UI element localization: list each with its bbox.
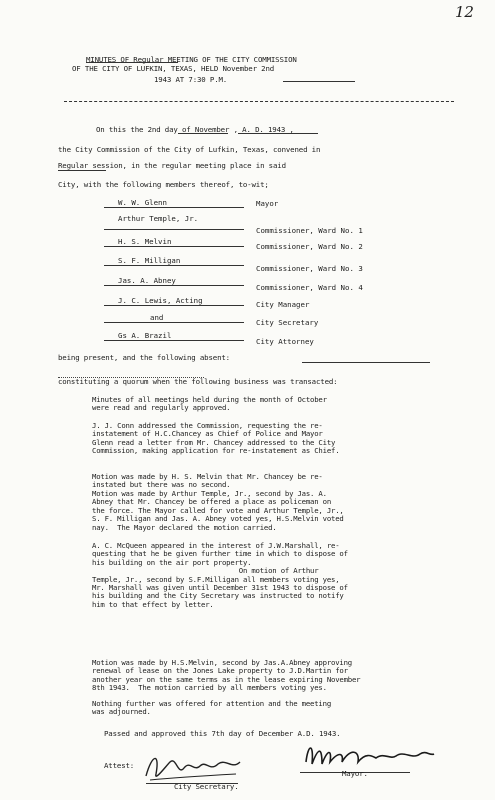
member-line-1 bbox=[104, 207, 244, 208]
page-number: 12 bbox=[455, 3, 474, 21]
member-title-3: Commissioner, Ward No. 2 bbox=[256, 242, 363, 251]
member-line-5 bbox=[104, 285, 244, 286]
header-underline-2 bbox=[283, 81, 355, 82]
member-line-4 bbox=[104, 265, 244, 266]
attest-label: Attest: bbox=[104, 761, 135, 770]
quorum-line: constituting a quorum when the following business was transacted: bbox=[58, 377, 338, 386]
mayor-signature bbox=[300, 738, 440, 772]
item-2: J. J. Conn addressed the Commission, requesting the re- instatement of H.C.Chancey as Chief of Police and Mayor Glenn read a letter from Mr. Chancey addressed to the City Commission, making application for re-instatement as Chief. bbox=[92, 421, 340, 456]
header-rule bbox=[64, 101, 454, 102]
approval-line: Passed and approved this 7th day of December A.D. 1943. bbox=[104, 729, 341, 738]
member-line-2 bbox=[104, 229, 244, 230]
present-line: being present, and the following absent: bbox=[58, 353, 230, 362]
member-title-4: Commissioner, Ward No. 3 bbox=[256, 264, 363, 273]
member-name-1: W. W. Glenn bbox=[118, 198, 167, 207]
header-line-1: MINUTES OF Regular MEETING OF THE CITY COMMISSION bbox=[86, 55, 297, 64]
header-line-2: OF THE CITY OF LUFKIN, TEXAS, HELD November 2nd bbox=[72, 64, 275, 73]
mayor-label: Mayor. bbox=[342, 769, 368, 778]
member-line-3 bbox=[104, 246, 244, 247]
opening-line-3: Regular session, in the regular meeting place in said bbox=[58, 161, 286, 170]
member-title-7: City Secretary bbox=[256, 318, 319, 327]
session-underline bbox=[58, 170, 106, 171]
member-name-2: Arthur Temple, Jr. bbox=[118, 214, 199, 223]
item-7: Nothing further was offered for attention and the meeting was adjourned. bbox=[92, 699, 332, 717]
member-name-7: and bbox=[150, 313, 164, 322]
member-name-5: Jas. A. Abney bbox=[118, 276, 176, 285]
member-line-6 bbox=[104, 305, 244, 306]
header-underline-1 bbox=[86, 62, 178, 63]
day-underline bbox=[178, 133, 228, 134]
member-line-7 bbox=[104, 322, 244, 323]
member-title-8: City Attorney bbox=[256, 337, 314, 346]
opening-line-2: the City Commission of the City of Lufkin, Texas, convened in bbox=[58, 145, 321, 154]
member-name-6: J. C. Lewis, Acting bbox=[118, 296, 203, 305]
item-6: Motion was made by H.S.Melvin, second by Jas.A.Abney approving renewal of lease on the Jones Lake property to J.D.Martin for another year on the same terms as in the lease expiring November 8th 1943. The motion carried by all members voting yes. bbox=[92, 658, 361, 693]
member-name-4: S. F. Milligan bbox=[118, 256, 181, 265]
secretary-label: City Secretary. bbox=[174, 782, 239, 791]
member-title-1: Mayor bbox=[256, 199, 279, 208]
item-4: Motion was made by Arthur Temple, Jr., second by Jas. A. Abney that Mr. Chancey be offered a place as policeman on the force. The Mayor called for vote and Arthur Temple, Jr., S. F. Milligan and Jas. A. Abney voted yes, H.S.Melvin voted nay. The Mayor declared the motion carried. bbox=[92, 489, 344, 532]
member-name-8: Gs A. Brazil bbox=[118, 331, 172, 340]
member-name-3: H. S. Melvin bbox=[118, 237, 172, 246]
item-1: Minutes of all meetings held during the month of October were read and regularly approved. bbox=[92, 395, 327, 413]
opening-line-4: City, with the following members thereof, to-wit; bbox=[58, 180, 269, 189]
item-5: A. C. McQueen appeared in the interest of J.W.Marshall, re- questing that he be given further time in which to dispose of his building on the air port property. On motion of Arthur Temple, Jr., second by S.F.Milligan all members voting yes, Mr. Marshall was given until December 31st 1943 to dispose of his building and the City Secretary was instructed to notify him to that effect by letter. bbox=[92, 541, 348, 609]
opening-line-1: On this the 2nd day of November , A. D. 1943 , bbox=[96, 125, 294, 134]
header-line-3: 1943 AT 7:30 P.M. bbox=[154, 75, 228, 84]
month-underline bbox=[238, 133, 318, 134]
member-line-8 bbox=[104, 340, 244, 341]
absent-underline bbox=[302, 362, 430, 363]
secretary-signature bbox=[140, 746, 250, 786]
item-3: Motion was made by H. S. Melvin that Mr. Chancey be re- instated but there was no second. bbox=[92, 472, 323, 490]
member-title-2: Commissioner, Ward No. 1 bbox=[256, 226, 363, 235]
member-title-5: Commissioner, Ward No. 4 bbox=[256, 283, 363, 292]
member-title-6: City Manager bbox=[256, 300, 310, 309]
